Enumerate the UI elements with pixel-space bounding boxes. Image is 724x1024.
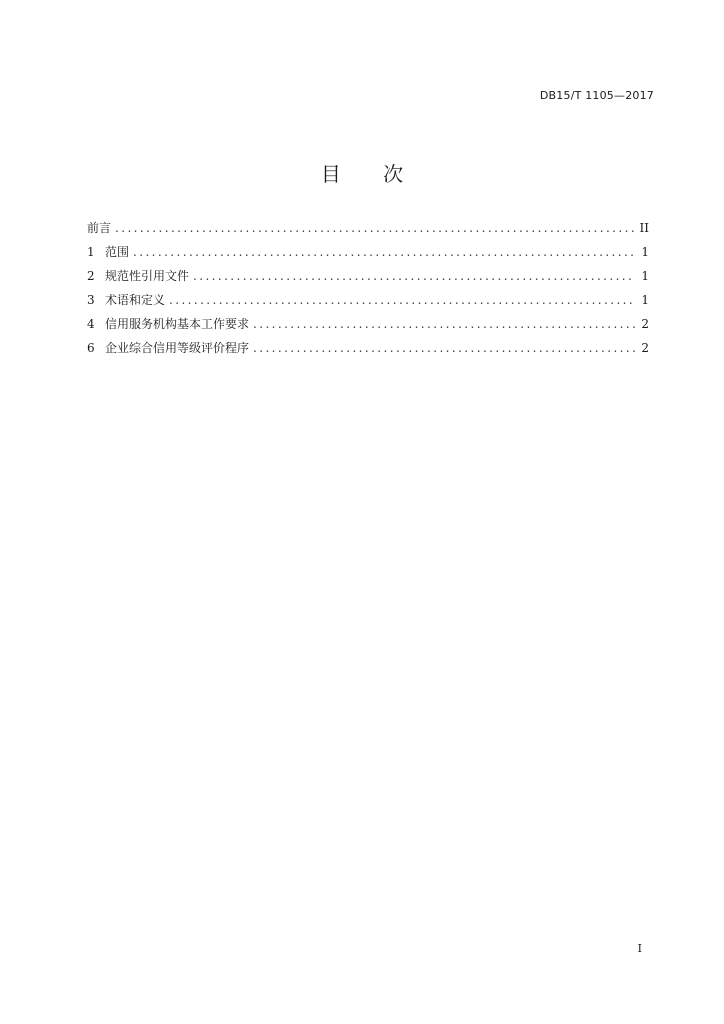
toc-entry-number: 1 [87,245,95,259]
toc-entry-label: 信用服务机构基本工作要求 [105,317,250,331]
toc-entry-page: 1 [641,245,649,259]
document-code: DB15/T 1105—2017 [539,89,654,102]
toc-leader-dots [133,245,635,259]
toc-entry-basic-requirements[interactable] [87,315,649,339]
toc-entry-number: 2 [87,269,95,283]
toc-entry-foreword[interactable] [87,219,649,243]
toc-entry-scope[interactable] [87,243,649,267]
toc-entry-page: 2 [641,341,649,355]
toc-entry-number: 6 [87,341,95,355]
toc-entry-page: 1 [641,293,649,307]
toc-entry-rating-procedure[interactable] [87,339,649,363]
table-of-contents [87,219,649,363]
toc-entry-label: 范围 [105,245,130,259]
toc-entry-number: 3 [87,293,95,307]
toc-leader-dots [193,269,635,283]
toc-leader-dots [253,341,635,355]
toc-entry-terms-definitions[interactable] [87,291,649,315]
toc-entry-label: 规范性引用文件 [105,269,190,283]
toc-entry-number: 4 [87,317,95,331]
toc-entry-page: II [639,221,649,235]
toc-entry-label: 术语和定义 [105,293,166,307]
page-number: I [637,942,642,955]
toc-title: 目 次 [320,162,422,186]
toc-entry-page: 2 [641,317,649,331]
toc-entry-normative-references[interactable] [87,267,649,291]
toc-leader-dots [253,317,635,331]
toc-entry-label: 前言 [87,221,112,235]
toc-leader-dots [115,221,635,235]
toc-leader-dots [169,293,635,307]
toc-entry-label: 企业综合信用等级评价程序 [105,341,250,355]
toc-entry-page: 1 [641,269,649,283]
